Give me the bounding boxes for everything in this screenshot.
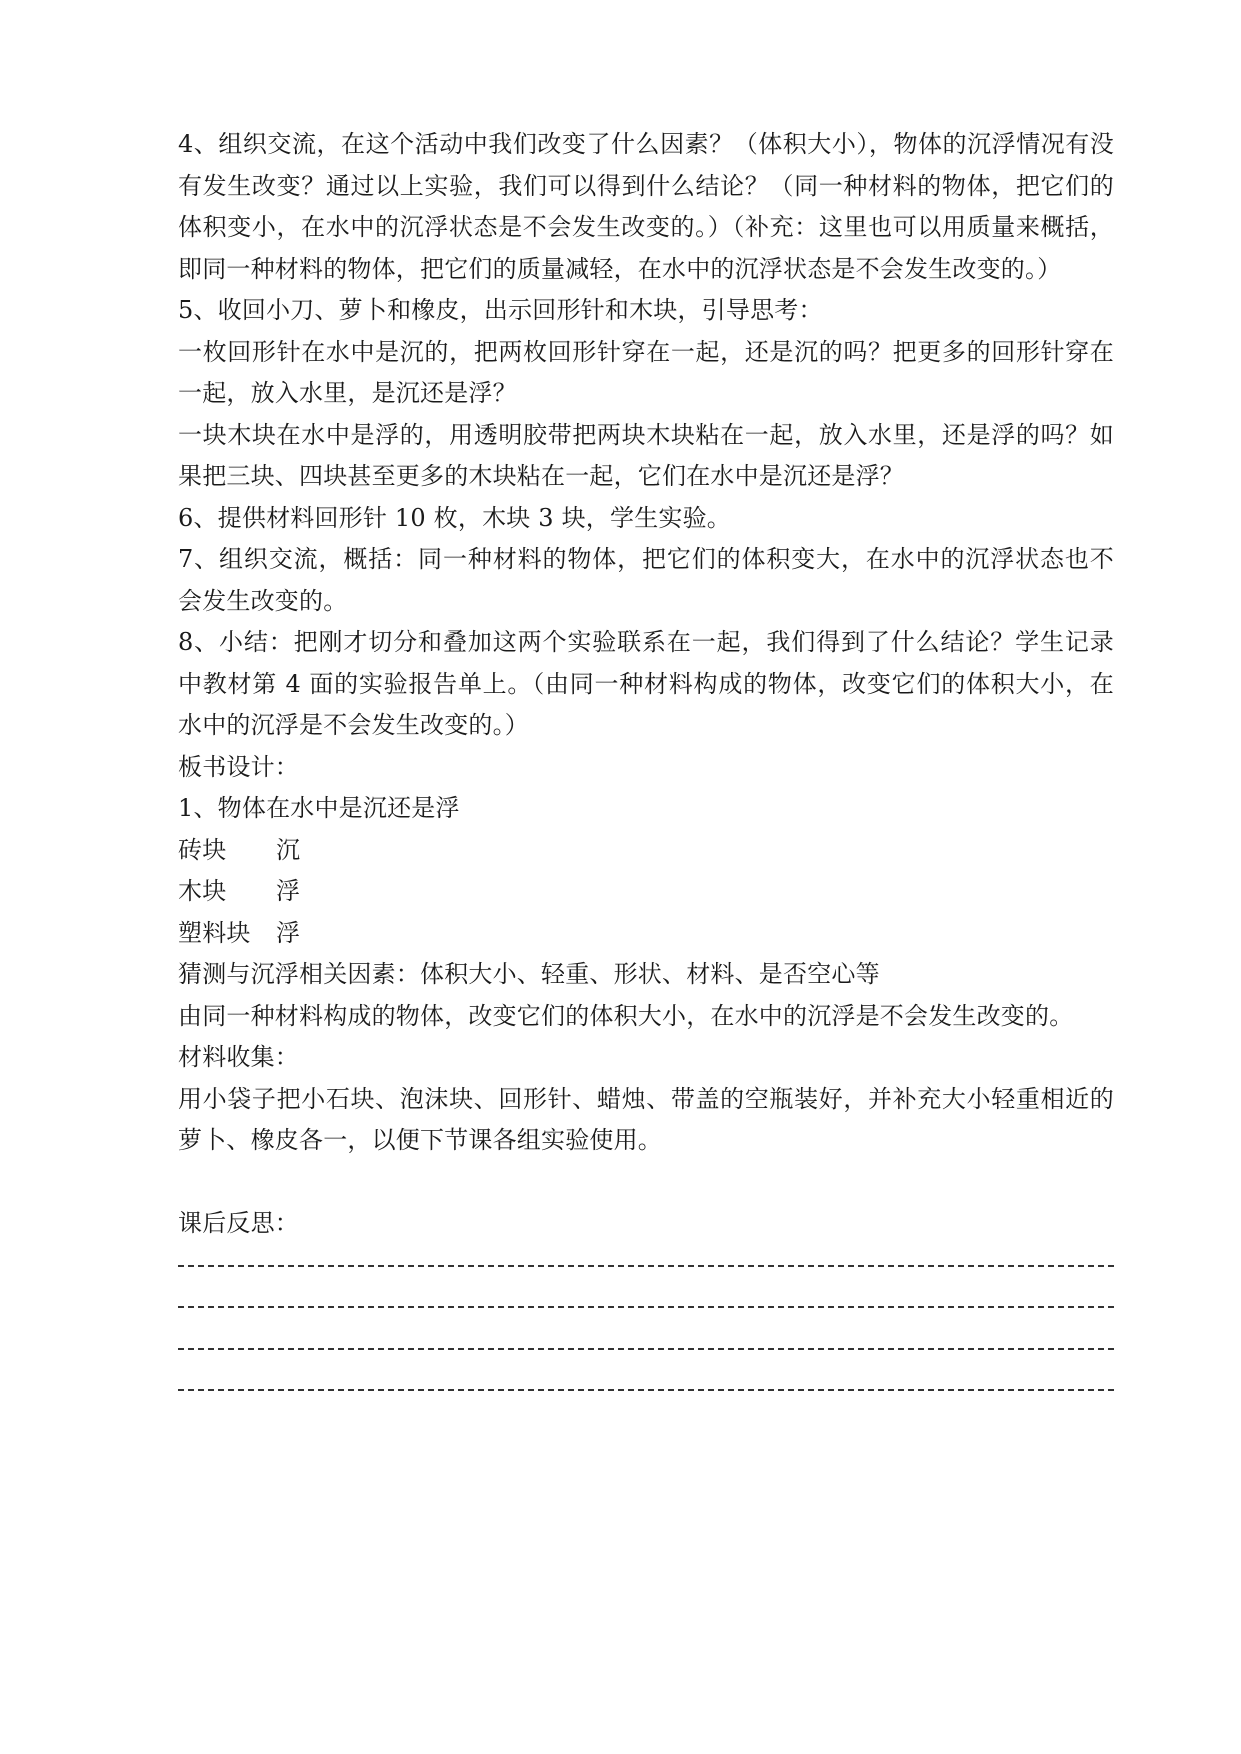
guess-factors: 猜测与沉浮相关因素：体积大小、轻重、形状、材料、是否空心等 [178,960,880,988]
material-name: 塑料块 [178,918,251,947]
board-design-heading: 板书设计： [178,752,299,781]
reflection-dashed-line [178,1286,1114,1328]
paragraph-line: 会发生改变的。 [178,586,348,615]
material-state: 沉 [276,835,301,864]
document-page [178,124,1114,1411]
paragraph-line: 用小袋子把小石块、泡沫块、回形针、蜡烛、带盖的空瓶装好，并补充大小轻重相近的 [178,1084,1114,1113]
paragraph-line: 4、组织交流，在这个活动中我们改变了什么因素？（体积大小），物体的沉浮情况有没 [178,130,1114,158]
materials-heading: 材料收集： [178,1043,299,1071]
paragraph-line: 萝卜、橡皮各一，以便下节课各组实验使用。 [178,1126,662,1154]
board-row [178,913,1114,955]
board-row [178,871,1114,913]
board-title: 1、物体在水中是沉还是浮 [178,794,460,822]
paragraph-line: 5、收回小刀、萝卜和橡皮，出示回形针和木块，引导思考： [178,296,823,324]
paragraph-line: 有发生改变？通过以上实验，我们可以得到什么结论？（同一种材料的物体，把它们的 [178,171,1114,200]
paragraph-line: 即同一种材料的物体，把它们的质量减轻，在水中的沉浮状态是不会发生改变的。） [178,254,1062,283]
paragraph-line: 中教材第 4 面的实验报告单上。（由同一种材料构成的物体，改变它们的体积大小，在 [178,669,1114,698]
paragraph-line: 果把三块、四块甚至更多的木块粘在一起，它们在水中是沉还是浮？ [178,462,904,490]
paragraph-line: 水中的沉浮是不会发生改变的。） [178,711,529,739]
reflection-dashed-line [178,1328,1114,1370]
paragraph-line: 一起，放入水里，是沉还是浮？ [178,379,517,407]
material-state: 浮 [276,877,301,905]
paragraph-line: 7、组织交流，概括：同一种材料的物体，把它们的体积变大，在水中的沉浮状态也不 [178,545,1114,573]
reflection-dashed-line [178,1245,1114,1287]
reflection-dashed-line [178,1369,1114,1411]
paragraph-line: 一枚回形针在水中是沉的，把两枚回形针穿在一起，还是沉的吗？把更多的回形针穿在 [178,337,1114,366]
paragraph-line: 一块木块在水中是浮的，用透明胶带把两块木块粘在一起，放入水里，还是浮的吗？如 [178,420,1114,449]
conclusion: 由同一种材料构成的物体，改变它们的体积大小，在水中的沉浮是不会发生改变的。 [178,1001,1074,1030]
material-name: 砖块 [178,835,227,864]
blank-line [178,1162,1114,1204]
material-name: 木块 [178,877,227,905]
paragraph-line: 6、提供材料回形针 10 枚，木块 3 块，学生实验。 [178,503,731,532]
material-state: 浮 [276,918,301,947]
paragraph-line: 体积变小，在水中的沉浮状态是不会发生改变的。）（补充：这里也可以用质量来概括， [178,213,1114,241]
reflection-heading: 课后反思： [178,1209,299,1237]
paragraph-line: 8、小结：把刚才切分和叠加这两个实验联系在一起，我们得到了什么结论？学生记录 [178,628,1114,656]
board-row [178,830,1114,872]
